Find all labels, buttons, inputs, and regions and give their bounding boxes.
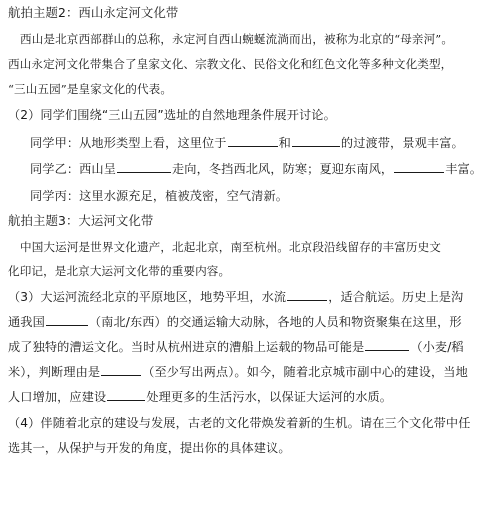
question-3-text-2a: 通我国 [8,315,45,329]
section2-heading: 航拍主题2：西山永定河文化带 [8,5,179,20]
question-3-text-1b: ，适合航运。历史上是沟 [328,290,464,304]
student-jia-text-3: 的过渡带，景观丰富。 [340,136,464,150]
student-yi-text-1: 同学乙：西山呈 [30,162,117,176]
question-3-text-4a: 米），判断理由是 [8,365,101,379]
question-3-text-3b: （小麦/稻 [410,340,464,354]
answer-blank-facility[interactable] [107,388,145,401]
section3-heading: 航拍主题3：大运河文化带 [8,213,154,228]
section2-intro-line-1: 西山是北京西部群山的总称，永定河自西山蜿蜒流淌而出，被称为北京的“母亲河”。 [20,32,454,46]
student-bing-line: 同学丙：这里水源充足，植被茂密，空气清新。 [30,189,289,203]
question-4-line-2: 选其一，从保护与开发的角度，提出你的具体建议。 [8,441,291,455]
student-jia-text-2: 和 [278,136,291,150]
question-3-line-4 [8,363,468,381]
answer-blank-terrain-2[interactable] [292,134,340,147]
section3-intro-line-1: 中国大运河是世界文化遗产，北起北京，南至杭州。北京段沿线留存的丰富历史文 [20,240,441,254]
answer-blank-terrain-1[interactable] [228,134,278,147]
question-3-text-5a: 人口增加，应建设 [8,390,107,404]
answer-blank-flow[interactable] [287,288,327,301]
student-jia-line [8,134,464,152]
question-3-line-1 [8,288,464,306]
answer-blank-climate[interactable] [394,160,444,173]
question-4-line-1: （4）伴随着北京的建设与发展，古老的文化带焕发着新的生机。请在三个文化带中任 [8,416,471,430]
answer-blank-direction[interactable] [46,313,88,326]
student-yi-line [8,160,482,178]
question-3-text-1a: （3）大运河流经北京的平原地区，地势平坦，水流 [8,290,287,304]
question-3-text-2b: （南北/东西）的交通运输大动脉，各地的人员和物资聚集在这里，形 [88,315,462,329]
section3-intro-line-2: 化印记，是北京大运河文化带的重要内容。 [8,264,231,278]
answer-blank-reason[interactable] [101,363,141,376]
question-2-stem: （2）同学们围绕“三山五园”选址的自然地理条件展开讨论。 [8,108,336,122]
section2-intro-line-3: “三山五园”是皇家文化的代表。 [8,82,173,96]
question-3-text-3: 成了独特的漕运文化。当时从杭州进京的漕船上运载的物品可能是 [8,340,365,354]
answer-blank-orientation[interactable] [117,160,171,173]
question-3-line-5 [8,388,460,406]
student-yi-text-2: 走向，冬挡西北风，防寒；夏迎东南风， [172,162,394,176]
question-3-text-4b: （至少写出两点）。如今，随着北京城市副中心的建设，当地 [142,365,468,379]
section2-intro-line-2: 西山永定河文化带集合了皇家文化、宗教文化、民俗文化和红色文化等多种文化类型， [8,57,453,71]
question-3-text-5b: 处理更多的生活污水，以保证大运河的水质。 [146,390,393,404]
answer-blank-goods[interactable] [365,338,409,351]
student-jia-text-1: 同学甲：从地形类型上看，这里位于 [30,136,227,150]
question-3-line-2 [8,313,460,331]
student-yi-text-3: 丰富。 [445,162,482,176]
question-3-line-3 [8,338,464,356]
